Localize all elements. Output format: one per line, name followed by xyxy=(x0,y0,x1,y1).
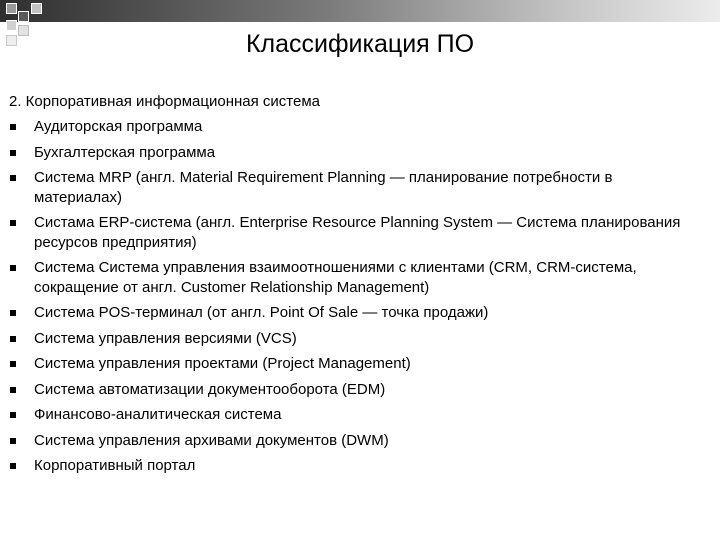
list-item-text: Финансово-аналитическая система xyxy=(34,406,282,423)
list-item xyxy=(9,380,699,400)
list-item-text: Система управления проектами (Project Management) xyxy=(34,355,411,372)
list-item xyxy=(9,405,699,425)
list-item xyxy=(9,303,699,323)
slide-title: Классификация ПО xyxy=(245,30,475,58)
list-item-text: Бухгалтерская программа xyxy=(34,143,216,161)
list-item xyxy=(9,329,699,349)
list-item-text: Система управления версиями (VCS) xyxy=(34,329,297,347)
list-item xyxy=(9,117,699,137)
section-subheading: 2. Корпоративная информационная система xyxy=(9,93,320,110)
square-bullet-icon xyxy=(10,463,16,469)
square-bullet-icon xyxy=(10,387,16,393)
square-bullet-icon xyxy=(10,124,16,130)
list-item xyxy=(9,456,699,476)
square-bullet-icon xyxy=(10,361,16,367)
list-item xyxy=(9,168,699,207)
decorative-square xyxy=(31,3,42,14)
square-bullet-icon xyxy=(10,438,16,444)
square-bullet-icon xyxy=(10,336,16,342)
list-item-text: Корпоративный портал xyxy=(34,457,196,474)
list-item xyxy=(9,431,699,451)
decorative-square xyxy=(18,11,29,22)
list-item-text: Система POS-терминал (от англ. Point Of Sale — точка продажи) xyxy=(34,304,489,321)
list-item-text: Система Система управления взаимоотношениями с клиентами (CRM, CRM-система, сокращение от англ. Customer Relationship Management) xyxy=(34,259,637,296)
list-item-text: Систама ERP-система (англ. Enterprise Resource Planning System — Система планирования ресурсов предприятия) xyxy=(34,214,681,251)
list-item-text: Система MRP (англ. Material Requirement Planning — планирование потребности в материалах) xyxy=(34,169,613,206)
square-bullet-icon xyxy=(10,220,16,226)
bullet-list xyxy=(9,117,699,482)
square-bullet-icon xyxy=(10,175,16,181)
square-bullet-icon xyxy=(10,265,16,271)
top-decorative-band xyxy=(0,0,720,22)
list-item-text: Система автоматизации документооборота (EDM) xyxy=(34,380,386,398)
list-item xyxy=(9,213,699,252)
square-bullet-icon xyxy=(10,150,16,156)
list-item xyxy=(9,354,699,374)
list-item-text: Система управления архивами документов (DWM) xyxy=(34,431,389,449)
list-item xyxy=(9,143,699,163)
list-item xyxy=(9,258,699,297)
decorative-square xyxy=(6,3,17,14)
list-item-text: Аудиторская программа xyxy=(34,118,203,135)
square-bullet-icon xyxy=(10,310,16,316)
square-bullet-icon xyxy=(10,412,16,418)
